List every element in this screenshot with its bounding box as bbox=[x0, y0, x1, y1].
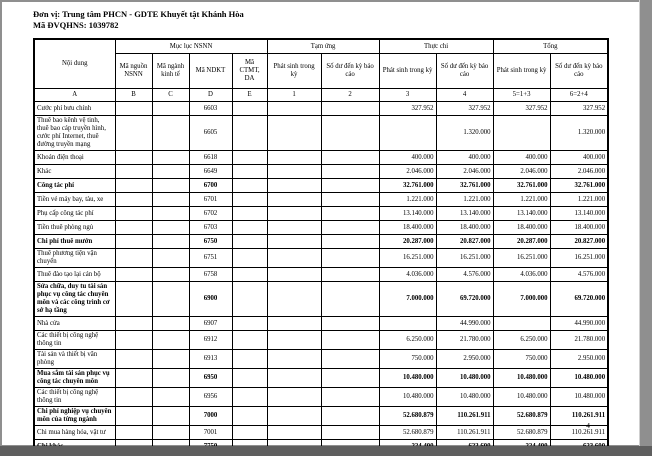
thuc-chi-so-du-cell: 110.261.911 bbox=[436, 426, 493, 440]
tam-ung-phat-sinh-cell bbox=[267, 235, 321, 249]
ma-nguon-cell bbox=[115, 282, 152, 317]
thuc-chi-phat-sinh-cell bbox=[379, 116, 436, 151]
letter-cell: B bbox=[115, 89, 152, 102]
thuc-chi-phat-sinh-cell: 18.400.000 bbox=[379, 221, 436, 235]
ma-ctmt-cell bbox=[232, 388, 267, 407]
tam-ung-phat-sinh-cell bbox=[267, 388, 321, 407]
tong-phat-sinh-cell: 52.680.879 bbox=[493, 426, 550, 440]
tong-phat-sinh-cell: 1.221.000 bbox=[493, 193, 550, 207]
ma-nganh-cell bbox=[152, 151, 189, 165]
table-row bbox=[34, 165, 608, 179]
ma-nganh-cell bbox=[152, 207, 189, 221]
ma-nganh-cell bbox=[152, 221, 189, 235]
ma-ctmt-cell bbox=[232, 331, 267, 350]
name-cell: Thuê bao kênh vệ tinh, thuê bao cáp truyền hình, cước phí Internet, thuê đường truyền mạng bbox=[34, 116, 115, 151]
thuc-chi-so-du-cell: 2.950.000 bbox=[436, 350, 493, 369]
ma-ndkt-cell: 6649 bbox=[189, 165, 232, 179]
ma-nganh-cell bbox=[152, 369, 189, 388]
table-row bbox=[34, 249, 608, 268]
table-row bbox=[34, 207, 608, 221]
thuc-chi-phat-sinh-cell: 20.287.000 bbox=[379, 235, 436, 249]
ma-nguon-cell bbox=[115, 388, 152, 407]
thuc-chi-phat-sinh-cell: 10.480.000 bbox=[379, 388, 436, 407]
name-cell: Chi phí nghiệp vụ chuyên môn của từng ngành bbox=[34, 407, 115, 426]
col-header-tong-so-du: Số dư đến kỳ báo cáo bbox=[550, 54, 608, 89]
ma-nganh-cell bbox=[152, 317, 189, 331]
ma-ndkt-cell: 6956 bbox=[189, 388, 232, 407]
thuc-chi-so-du-cell: 4.576.000 bbox=[436, 268, 493, 282]
table-row bbox=[34, 268, 608, 282]
ma-ctmt-cell bbox=[232, 350, 267, 369]
tong-phat-sinh-cell: 18.400.000 bbox=[493, 221, 550, 235]
ma-nguon-cell bbox=[115, 235, 152, 249]
ma-nganh-cell bbox=[152, 388, 189, 407]
ma-nguon-cell bbox=[115, 207, 152, 221]
thuc-chi-so-du-cell: 16.251.000 bbox=[436, 249, 493, 268]
table-row bbox=[34, 235, 608, 249]
tong-so-du-cell: 13.140.000 bbox=[550, 207, 608, 221]
ma-ndkt-cell: 6913 bbox=[189, 350, 232, 369]
col-header-ma-ndkt: Mã NDKT bbox=[189, 54, 232, 89]
tam-ung-so-du-cell bbox=[321, 221, 379, 235]
ma-ctmt-cell bbox=[232, 268, 267, 282]
name-cell: Chi phí thuê mướn bbox=[34, 235, 115, 249]
name-cell: Tiền vé máy bay, tàu, xe bbox=[34, 193, 115, 207]
ma-ndkt-cell: 6700 bbox=[189, 179, 232, 193]
tong-phat-sinh-cell: 7.000.000 bbox=[493, 282, 550, 317]
report-page bbox=[2, 2, 640, 445]
table-row bbox=[34, 282, 608, 317]
tong-so-du-cell: 44.990.000 bbox=[550, 317, 608, 331]
ma-ctmt-cell bbox=[232, 151, 267, 165]
tam-ung-so-du-cell bbox=[321, 151, 379, 165]
ma-nganh-cell bbox=[152, 282, 189, 317]
tong-phat-sinh-cell: 2.046.000 bbox=[493, 165, 550, 179]
ma-ctmt-cell bbox=[232, 249, 267, 268]
tong-so-du-cell: 2.950.000 bbox=[550, 350, 608, 369]
ma-ctmt-cell bbox=[232, 282, 267, 317]
ma-ctmt-cell bbox=[232, 221, 267, 235]
tam-ung-so-du-cell bbox=[321, 317, 379, 331]
tam-ung-phat-sinh-cell bbox=[267, 151, 321, 165]
col-group-tam-ung: Tạm ứng bbox=[267, 39, 379, 54]
tong-so-du-cell: 4.576.000 bbox=[550, 268, 608, 282]
tong-so-du-cell: 32.761.000 bbox=[550, 179, 608, 193]
tong-so-du-cell: 400.000 bbox=[550, 151, 608, 165]
thuc-chi-phat-sinh-cell: 4.036.000 bbox=[379, 268, 436, 282]
tam-ung-phat-sinh-cell bbox=[267, 268, 321, 282]
table-row bbox=[34, 179, 608, 193]
table-row bbox=[34, 221, 608, 235]
thuc-chi-phat-sinh-cell: 7.000.000 bbox=[379, 282, 436, 317]
name-cell: Các thiết bị công nghệ thông tin bbox=[34, 331, 115, 350]
letter-cell: 4 bbox=[436, 89, 493, 102]
tam-ung-phat-sinh-cell bbox=[267, 193, 321, 207]
thuc-chi-so-du-cell: 13.140.000 bbox=[436, 207, 493, 221]
ma-ndkt-cell: 7001 bbox=[189, 426, 232, 440]
ma-nganh-cell bbox=[152, 165, 189, 179]
tam-ung-phat-sinh-cell bbox=[267, 207, 321, 221]
col-header-ma-nguon: Mã nguồn NSNN bbox=[115, 54, 152, 89]
ma-nguon-cell bbox=[115, 331, 152, 350]
thuc-chi-so-du-cell: 1.320.000 bbox=[436, 116, 493, 151]
tong-phat-sinh-cell: 10.480.000 bbox=[493, 369, 550, 388]
ma-nguon-cell bbox=[115, 317, 152, 331]
table-row bbox=[34, 151, 608, 165]
thuc-chi-phat-sinh-cell: 16.251.000 bbox=[379, 249, 436, 268]
tong-phat-sinh-cell: 6.250.000 bbox=[493, 331, 550, 350]
name-cell: Thuê phương tiện vận chuyển bbox=[34, 249, 115, 268]
name-cell: Cước phí bưu chính bbox=[34, 102, 115, 116]
tam-ung-so-du-cell bbox=[321, 350, 379, 369]
ma-ndkt-cell: 6750 bbox=[189, 235, 232, 249]
tong-phat-sinh-cell bbox=[493, 116, 550, 151]
thuc-chi-phat-sinh-cell: 52.680.879 bbox=[379, 407, 436, 426]
ma-nganh-cell bbox=[152, 179, 189, 193]
table-body bbox=[34, 102, 608, 455]
ma-ndkt-cell: 6703 bbox=[189, 221, 232, 235]
tam-ung-so-du-cell bbox=[321, 331, 379, 350]
col-header-thuc-chi-phat-sinh: Phát sinh trong kỳ bbox=[379, 54, 436, 89]
page-bottom-margin bbox=[0, 446, 652, 456]
tong-phat-sinh-cell: 20.287.000 bbox=[493, 235, 550, 249]
thuc-chi-so-du-cell: 2.046.000 bbox=[436, 165, 493, 179]
ma-nguon-cell bbox=[115, 350, 152, 369]
col-group-muc-luc-nsnn: Mục lục NSNN bbox=[115, 39, 267, 54]
letter-cell: A bbox=[34, 89, 115, 102]
tam-ung-so-du-cell bbox=[321, 268, 379, 282]
ma-ctmt-cell bbox=[232, 369, 267, 388]
tong-so-du-cell: 1.320.000 bbox=[550, 116, 608, 151]
tong-so-du-cell: 110.261.911 bbox=[550, 407, 608, 426]
name-cell: Mua sắm tài sản phục vụ công tác chuyên môn bbox=[34, 369, 115, 388]
ma-ctmt-cell bbox=[232, 179, 267, 193]
expense-detail-table bbox=[33, 38, 609, 455]
name-cell: Tiền thuê phòng ngủ bbox=[34, 221, 115, 235]
col-header-ma-ctmt: Mã CTMT, DA bbox=[232, 54, 267, 89]
tong-so-du-cell: 110.261.911 bbox=[550, 426, 608, 440]
ma-nguon-cell bbox=[115, 193, 152, 207]
name-cell: Tài sản và thiết bị văn phòng bbox=[34, 350, 115, 369]
ma-nguon-cell bbox=[115, 165, 152, 179]
tam-ung-phat-sinh-cell bbox=[267, 317, 321, 331]
tong-so-du-cell: 327.952 bbox=[550, 102, 608, 116]
tong-so-du-cell: 18.400.000 bbox=[550, 221, 608, 235]
col-header-ma-nganh: Mã ngành kinh tế bbox=[152, 54, 189, 89]
ma-ndkt-cell: 6751 bbox=[189, 249, 232, 268]
thuc-chi-phat-sinh-cell: 400.000 bbox=[379, 151, 436, 165]
table-row bbox=[34, 317, 608, 331]
thuc-chi-so-du-cell: 44.990.000 bbox=[436, 317, 493, 331]
tam-ung-so-du-cell bbox=[321, 235, 379, 249]
thuc-chi-so-du-cell: 21.780.000 bbox=[436, 331, 493, 350]
ma-ctmt-cell bbox=[232, 317, 267, 331]
ma-ctmt-cell bbox=[232, 235, 267, 249]
col-header-noi-dung: Nội dung bbox=[34, 39, 115, 89]
ma-ctmt-cell bbox=[232, 165, 267, 179]
tong-phat-sinh-cell: 32.761.000 bbox=[493, 179, 550, 193]
col-header-tong-phat-sinh: Phát sinh trong kỳ bbox=[493, 54, 550, 89]
letter-cell: C bbox=[152, 89, 189, 102]
letter-cell: 2 bbox=[321, 89, 379, 102]
tong-so-du-cell: 21.780.000 bbox=[550, 331, 608, 350]
name-cell: Nhà cửa bbox=[34, 317, 115, 331]
col-header-thuc-chi-so-du: Số dư đến kỳ báo cáo bbox=[436, 54, 493, 89]
thuc-chi-so-du-cell: 10.480.000 bbox=[436, 388, 493, 407]
ma-nganh-cell bbox=[152, 116, 189, 151]
table-row bbox=[34, 388, 608, 407]
tong-phat-sinh-cell: 13.140.000 bbox=[493, 207, 550, 221]
tong-phat-sinh-cell: 750.000 bbox=[493, 350, 550, 369]
tam-ung-phat-sinh-cell bbox=[267, 179, 321, 193]
tam-ung-phat-sinh-cell bbox=[267, 221, 321, 235]
ma-ctmt-cell bbox=[232, 102, 267, 116]
thuc-chi-phat-sinh-cell: 1.221.000 bbox=[379, 193, 436, 207]
tong-phat-sinh-cell: 4.036.000 bbox=[493, 268, 550, 282]
ma-nganh-cell bbox=[152, 268, 189, 282]
ma-ndkt-cell: 6701 bbox=[189, 193, 232, 207]
letter-cell: 3 bbox=[379, 89, 436, 102]
col-header-tam-ung-so-du: Số dư đến kỳ báo cáo bbox=[321, 54, 379, 89]
ma-ndkt-cell: 6605 bbox=[189, 116, 232, 151]
tam-ung-so-du-cell bbox=[321, 388, 379, 407]
ma-nganh-cell bbox=[152, 249, 189, 268]
tam-ung-phat-sinh-cell bbox=[267, 102, 321, 116]
tam-ung-so-du-cell bbox=[321, 207, 379, 221]
header-letter-row bbox=[34, 89, 608, 102]
thuc-chi-so-du-cell: 20.827.000 bbox=[436, 235, 493, 249]
thuc-chi-so-du-cell: 1.221.000 bbox=[436, 193, 493, 207]
ma-ctmt-cell bbox=[232, 207, 267, 221]
tong-so-du-cell: 16.251.000 bbox=[550, 249, 608, 268]
ma-nganh-cell bbox=[152, 350, 189, 369]
thuc-chi-so-du-cell: 69.720.000 bbox=[436, 282, 493, 317]
thuc-chi-phat-sinh-cell: 32.761.000 bbox=[379, 179, 436, 193]
ma-ndkt-cell: 6900 bbox=[189, 282, 232, 317]
name-cell: Công tác phí bbox=[34, 179, 115, 193]
ma-nganh-cell bbox=[152, 235, 189, 249]
thuc-chi-so-du-cell: 110.261.911 bbox=[436, 407, 493, 426]
ma-ndkt-cell: 6950 bbox=[189, 369, 232, 388]
tong-phat-sinh-cell: 16.251.000 bbox=[493, 249, 550, 268]
tong-so-du-cell: 10.480.000 bbox=[550, 388, 608, 407]
tam-ung-phat-sinh-cell bbox=[267, 331, 321, 350]
tam-ung-so-du-cell bbox=[321, 116, 379, 151]
ma-nguon-cell bbox=[115, 179, 152, 193]
letter-cell: E bbox=[232, 89, 267, 102]
tong-phat-sinh-cell: 52.680.879 bbox=[493, 407, 550, 426]
tong-phat-sinh-cell: 10.480.000 bbox=[493, 388, 550, 407]
thuc-chi-so-du-cell: 327.952 bbox=[436, 102, 493, 116]
thuc-chi-so-du-cell: 400.000 bbox=[436, 151, 493, 165]
thuc-chi-phat-sinh-cell: 6.250.000 bbox=[379, 331, 436, 350]
ma-nganh-cell bbox=[152, 193, 189, 207]
thuc-chi-phat-sinh-cell: 13.140.000 bbox=[379, 207, 436, 221]
name-cell: Sửa chữa, duy tu tài sản phục vụ công tác chuyên môn và các công trình cơ sở hạ tầng bbox=[34, 282, 115, 317]
tong-phat-sinh-cell: 327.952 bbox=[493, 102, 550, 116]
thuc-chi-so-du-cell: 32.761.000 bbox=[436, 179, 493, 193]
letter-cell: D bbox=[189, 89, 232, 102]
tam-ung-so-du-cell bbox=[321, 179, 379, 193]
tong-phat-sinh-cell bbox=[493, 317, 550, 331]
page-right-margin bbox=[639, 0, 652, 456]
page-number: 4 bbox=[586, 421, 590, 430]
tam-ung-phat-sinh-cell bbox=[267, 350, 321, 369]
ma-ndkt-cell: 7000 bbox=[189, 407, 232, 426]
ma-nguon-cell bbox=[115, 116, 152, 151]
letter-cell: 1 bbox=[267, 89, 321, 102]
name-cell: Chi mua hàng hóa, vật tư bbox=[34, 426, 115, 440]
tong-so-du-cell: 1.221.000 bbox=[550, 193, 608, 207]
name-cell: Phụ cấp công tác phí bbox=[34, 207, 115, 221]
tam-ung-so-du-cell bbox=[321, 165, 379, 179]
ma-nguon-cell bbox=[115, 369, 152, 388]
header-sub-row bbox=[34, 54, 608, 89]
header-group-row bbox=[34, 39, 608, 54]
tam-ung-phat-sinh-cell bbox=[267, 369, 321, 388]
ma-ndkt-cell: 6758 bbox=[189, 268, 232, 282]
ma-nguon-cell bbox=[115, 268, 152, 282]
table-row bbox=[34, 369, 608, 388]
org-unit-line: Đơn vị: Trung tâm PHCN - GDTE Khuyết tật Khánh Hòa bbox=[33, 9, 244, 19]
thuc-chi-phat-sinh-cell: 52.680.879 bbox=[379, 426, 436, 440]
name-cell: Thuê đào tạo lại cán bộ bbox=[34, 268, 115, 282]
ma-nguon-cell bbox=[115, 249, 152, 268]
tong-so-du-cell: 20.827.000 bbox=[550, 235, 608, 249]
table-row bbox=[34, 331, 608, 350]
letter-cell: 6=2+4 bbox=[550, 89, 608, 102]
name-cell: Khác bbox=[34, 165, 115, 179]
ma-nguon-cell bbox=[115, 221, 152, 235]
name-cell: Khoán điện thoại bbox=[34, 151, 115, 165]
budget-unit-code-line: Mã ĐVQHNS: 1039782 bbox=[33, 20, 119, 30]
letter-cell: 5=1+3 bbox=[493, 89, 550, 102]
document-header bbox=[33, 9, 244, 31]
thuc-chi-so-du-cell: 18.400.000 bbox=[436, 221, 493, 235]
ma-ndkt-cell: 6912 bbox=[189, 331, 232, 350]
col-group-thuc-chi: Thực chi bbox=[379, 39, 493, 54]
ma-ndkt-cell: 6603 bbox=[189, 102, 232, 116]
col-header-tam-ung-phat-sinh: Phát sinh trong kỳ bbox=[267, 54, 321, 89]
tam-ung-phat-sinh-cell bbox=[267, 165, 321, 179]
thuc-chi-phat-sinh-cell bbox=[379, 317, 436, 331]
col-group-tong: Tổng bbox=[493, 39, 608, 54]
table-row bbox=[34, 116, 608, 151]
ma-nguon-cell bbox=[115, 151, 152, 165]
tam-ung-so-du-cell bbox=[321, 193, 379, 207]
ma-ndkt-cell: 6618 bbox=[189, 151, 232, 165]
ma-nganh-cell bbox=[152, 331, 189, 350]
ma-ndkt-cell: 6702 bbox=[189, 207, 232, 221]
thuc-chi-phat-sinh-cell: 750.000 bbox=[379, 350, 436, 369]
ma-ctmt-cell bbox=[232, 193, 267, 207]
tong-phat-sinh-cell: 400.000 bbox=[493, 151, 550, 165]
ma-ndkt-cell: 6907 bbox=[189, 317, 232, 331]
tam-ung-phat-sinh-cell bbox=[267, 249, 321, 268]
table-row bbox=[34, 350, 608, 369]
ma-ctmt-cell bbox=[232, 116, 267, 151]
name-cell: Các thiết bị công nghệ thông tin bbox=[34, 388, 115, 407]
tong-so-du-cell: 69.720.000 bbox=[550, 282, 608, 317]
ma-nguon-cell bbox=[115, 102, 152, 116]
tam-ung-so-du-cell bbox=[321, 249, 379, 268]
tam-ung-phat-sinh-cell bbox=[267, 116, 321, 151]
tong-so-du-cell: 10.480.000 bbox=[550, 369, 608, 388]
tam-ung-so-du-cell bbox=[321, 282, 379, 317]
thuc-chi-phat-sinh-cell: 327.952 bbox=[379, 102, 436, 116]
thuc-chi-phat-sinh-cell: 2.046.000 bbox=[379, 165, 436, 179]
ma-nganh-cell bbox=[152, 102, 189, 116]
tam-ung-so-du-cell bbox=[321, 369, 379, 388]
tong-so-du-cell: 2.046.000 bbox=[550, 165, 608, 179]
thuc-chi-so-du-cell: 10.480.000 bbox=[436, 369, 493, 388]
table-row bbox=[34, 102, 608, 116]
tam-ung-phat-sinh-cell bbox=[267, 282, 321, 317]
table-row bbox=[34, 193, 608, 207]
thuc-chi-phat-sinh-cell: 10.480.000 bbox=[379, 369, 436, 388]
tam-ung-so-du-cell bbox=[321, 102, 379, 116]
